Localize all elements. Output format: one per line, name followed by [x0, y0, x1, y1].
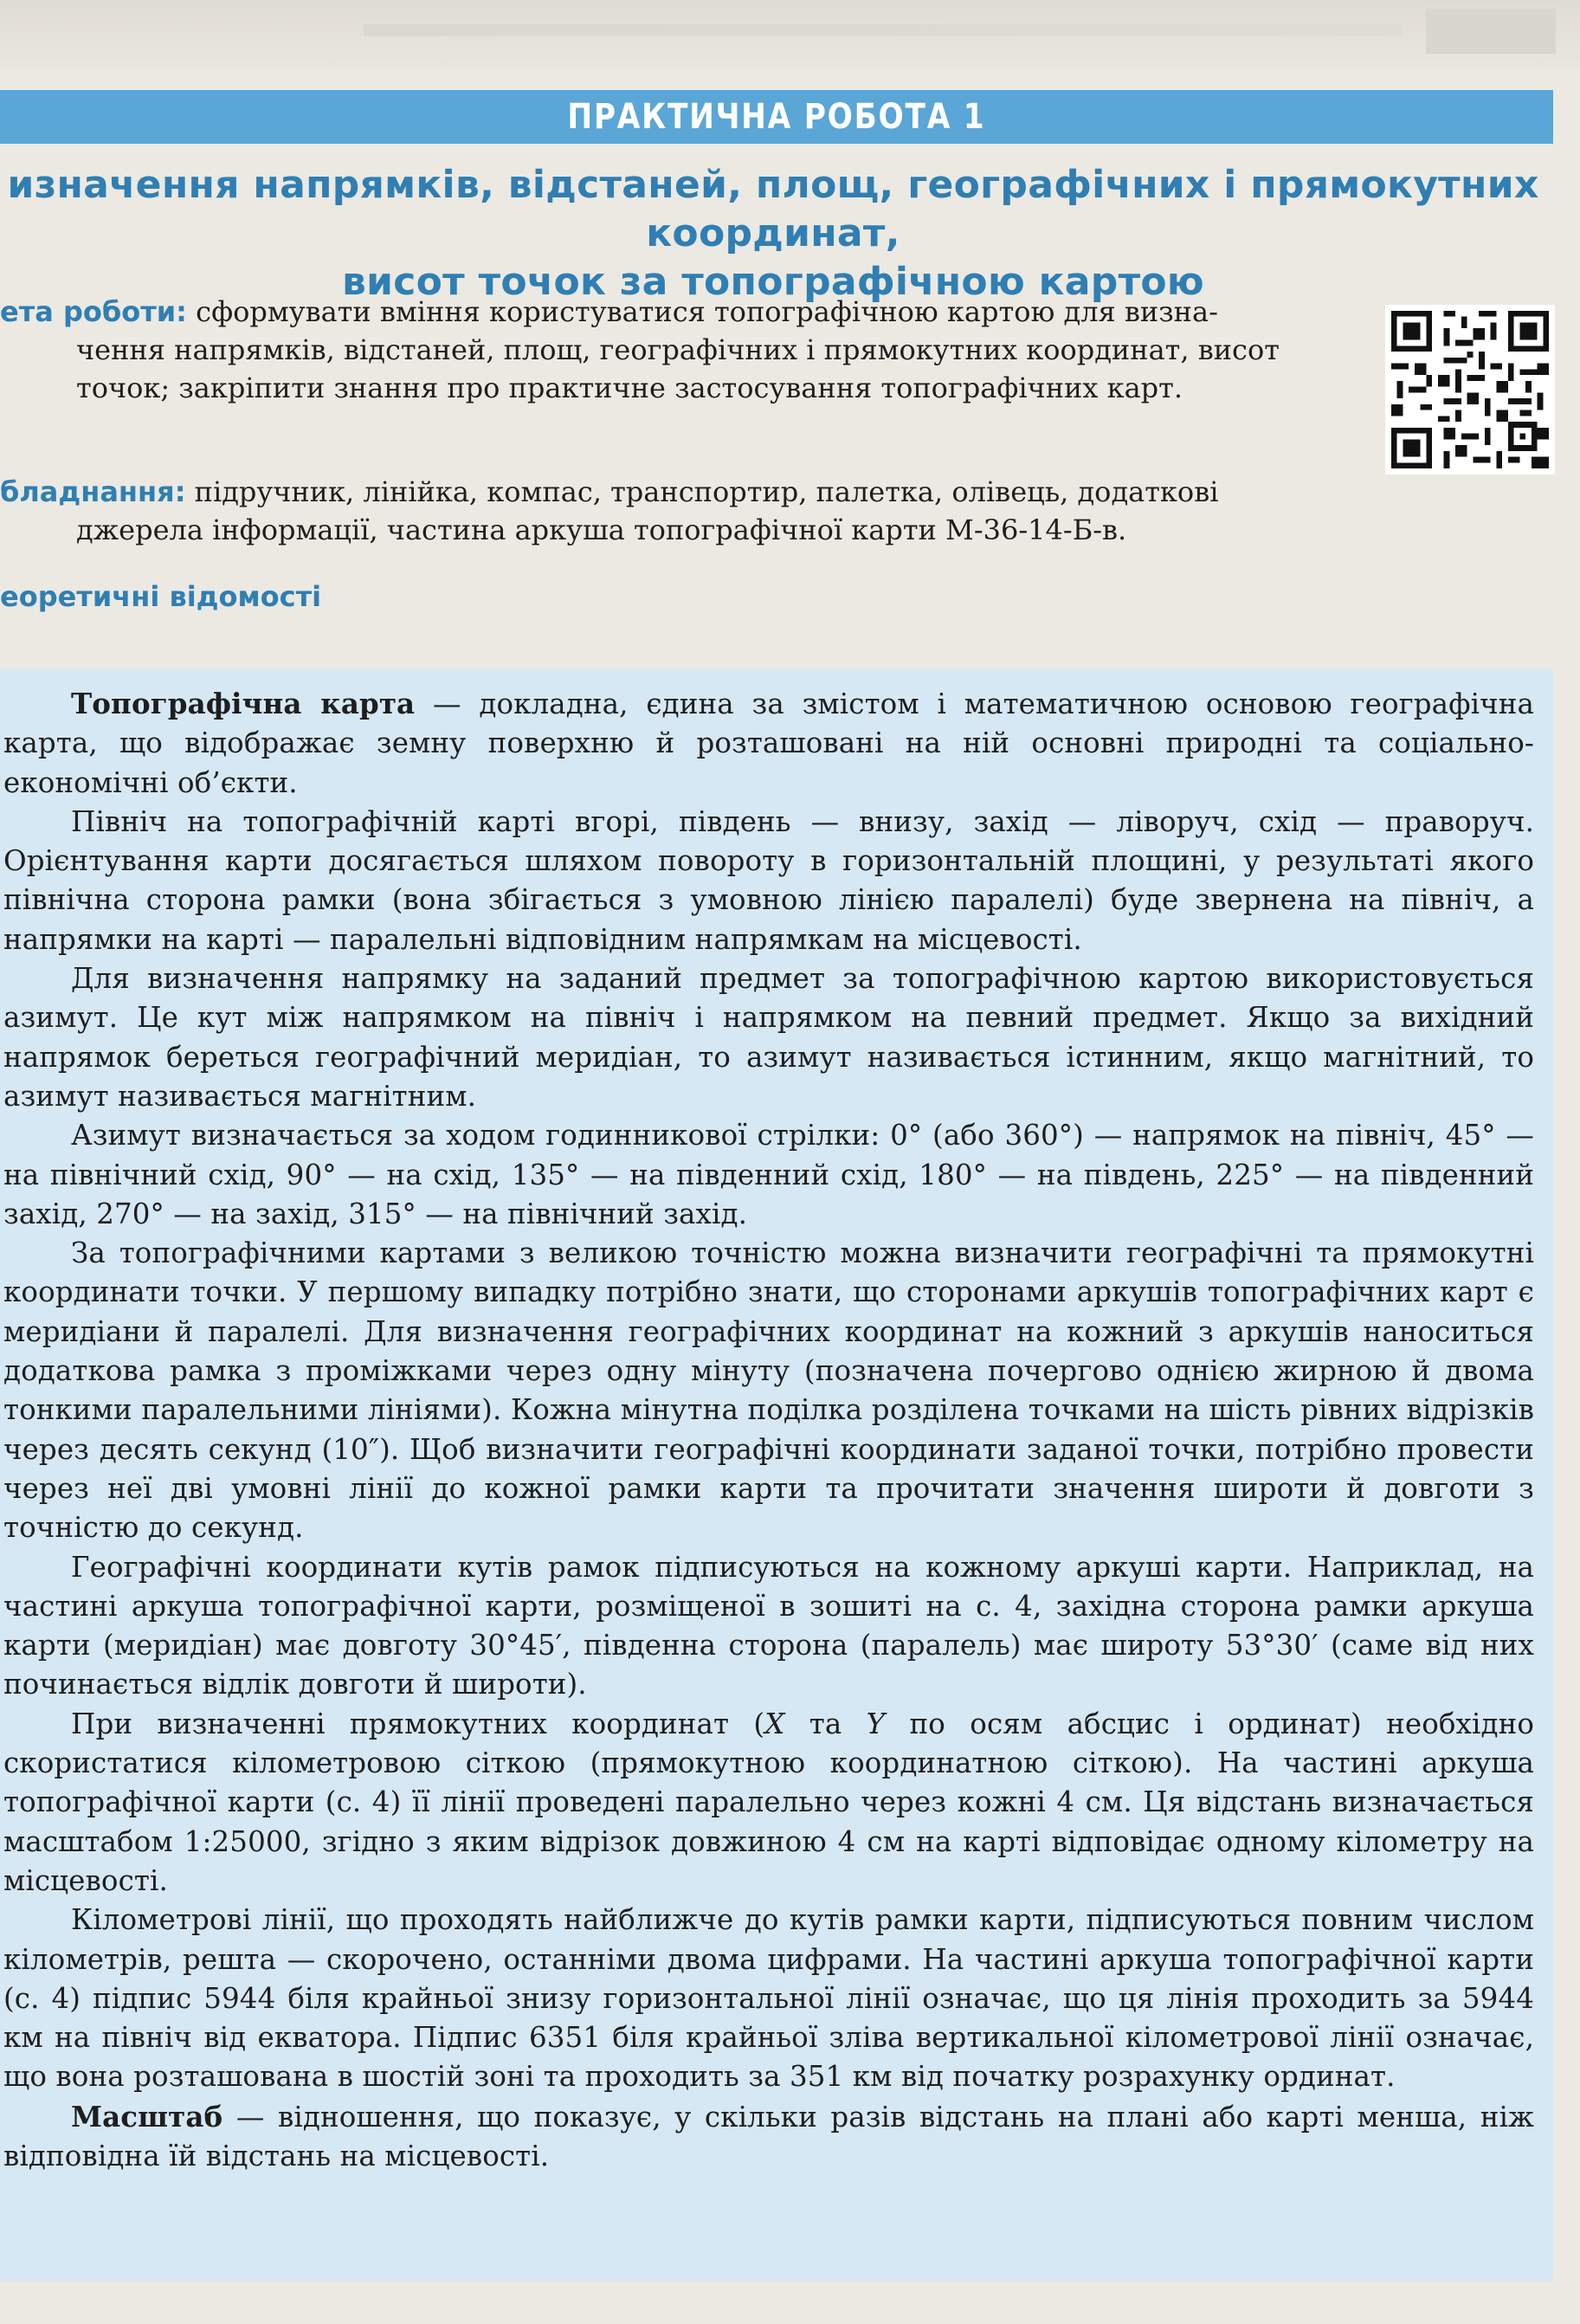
theory-info-box — [0, 668, 1553, 2281]
page-corner-tab — [1426, 9, 1556, 54]
qr-code-icon[interactable] — [1382, 305, 1558, 474]
paragraph-geographic-coordinates: За топографічними картами з великою точністю можна визначити географічні та прямокутні координати точки. У першому випадку потрібно знати, що сторонами аркушів топографічних карт є меридіани й паралелі. Для визначення географічних координат на кожний з аркушів наноситься додаткова рамка з проміжками через одну мінуту (позначена почергово однією жирною й двома тонкими паралельними лініями). Кожна мінутна поділка розділена точками на шість рівних відрізків через десять секунд (10″). Щоб визначити географічні координати заданої точки, потрібно провести через неї дві умовні лінії до кожної рамки карти та прочитати значення широти й довготи з точністю до секунд. — [3, 1236, 1534, 1545]
theory-text — [3, 684, 1534, 2176]
goal-text-rest: чення напрямків, відстаней, площ, географічних і прямокутних координат, висот точок; закріпити знання про практичне застосування топографічних карт. — [76, 333, 1280, 404]
theory-heading: еоретичні відомості — [0, 580, 322, 613]
practical-work-banner — [0, 90, 1553, 144]
paragraph-azimuth-definition: Для визначення напрямку на заданий предмет за топографічною картою використовується азимут. Це кут між напрямком на північ і напрямком на певний предмет. Якщо за вихідний напрямок береться географічний меридіан, то азимут називається істинним, якщо магнітний, то азимут називається магнітним. — [3, 962, 1534, 1113]
equipment-label: бладнання: — [0, 475, 186, 508]
goal-label: ета роботи: — [0, 295, 187, 328]
paragraph-azimuth-values: Азимут визначається за ходом годинникової стрілки: 0° (або 360°) — напрямок на північ, 45° — на північний схід, 90° — на схід, 135° — на південний схід, 180° — на південь, 225° — на південний захід, 270° — на захід, 315° — на північний захід. — [3, 1119, 1534, 1230]
term-topographic-map: Топографічна карта — [71, 687, 416, 720]
faded-running-header — [364, 24, 1403, 36]
term-scale: Масштаб — [71, 2099, 223, 2134]
banner-title: ПРАКТИЧНА РОБОТА 1 — [567, 97, 986, 137]
paragraph-topographic-map: Топографічна карта — докладна, єдина за змістом і математичною основою географічна карта, що відображає земну поверхню й розташовані на ній основні природні та соціально-економічні об’єкти. — [3, 687, 1534, 799]
goal-section — [0, 293, 1351, 407]
equipment-text-rest: джерела інформації, частина аркуша топографічної карти М-36-14-Б-в. — [76, 513, 1127, 546]
work-title-line-2: висот точок за топографічною картою — [342, 260, 1204, 304]
equipment-text-first: підручник, лінійка, компас, транспортир, палетка, олівець, додаткові — [194, 475, 1219, 508]
paragraph-kilometer-lines: Кілометрові лінії, що проходять найближче до кутів рамки карти, підписуються повним числом кілометрів, решта — скорочено, останніми двома цифрами. На частині аркуша топографічної карти (с. 4) підпис 5944 біля крайньої знизу горизонтальної лінії означає, що ця лінія проходить за 5944 км на північ від екватора. Підпис 6351 біля крайньої зліва вертикальної кілометрової лінії означає, що вона розташована в шостій зоні та проходить за 351 км від початку розрахунку ординат. — [3, 1903, 1534, 2094]
page-top-strip — [0, 0, 1580, 68]
paragraph-orientation: Північ на топографічній карті вгорі, південь — внизу, захід — ліворуч, схід — праворуч. Орієнтування карти досягається шляхом повороту в горизонтальній площині, у результаті якого північна сторона рамки (вона збігається з умовною лінією паралелі) буде звернена на північ, а напрямки на карті — паралельні відповідним напрямкам на місцевості. — [3, 804, 1534, 956]
paragraph-frame-corners: Географічні координати кутів рамок підписуються на кожному аркуші карти. Наприклад, на частині аркуша топографічної карти, розміщеної в зошиті на с. 4, західна сторона рамки аркуша карти (меридіан) має довготу 30°45′, південна сторона (паралель) має широту 53°30′ (саме від них починається відлік довготи й широти). — [3, 1550, 1534, 1701]
work-title-line-1: изначення напрямків, відстаней, площ, географічних і прямокутних координат, — [7, 163, 1539, 255]
paragraph-rectangular-coordinates: При визначенні прямокутних координат (X та Y по осям абсцис і ординат) необхідно скористатися кілометровою сіткою (прямокутною координатною сіткою). На частині аркуша топографічної карти (с. 4) її лінії проведені паралельно через кожні 4 см. Ця відстань визначається масштабом 1:25000, згідно з яким відрізок довжиною 4 см на карті відповідає одному кілометру на місцевості. — [3, 1707, 1534, 1897]
work-title — [0, 161, 1557, 307]
paragraph-scale: Масштаб — відношення, що показує, у скільки разів відстань на плані або карті менша, ніж відповідна їй відстань на місцевості. — [3, 2099, 1534, 2172]
equipment-section — [0, 473, 1351, 549]
goal-text-first: сформувати вміння користуватися топографічною картою для визна- — [196, 295, 1218, 328]
